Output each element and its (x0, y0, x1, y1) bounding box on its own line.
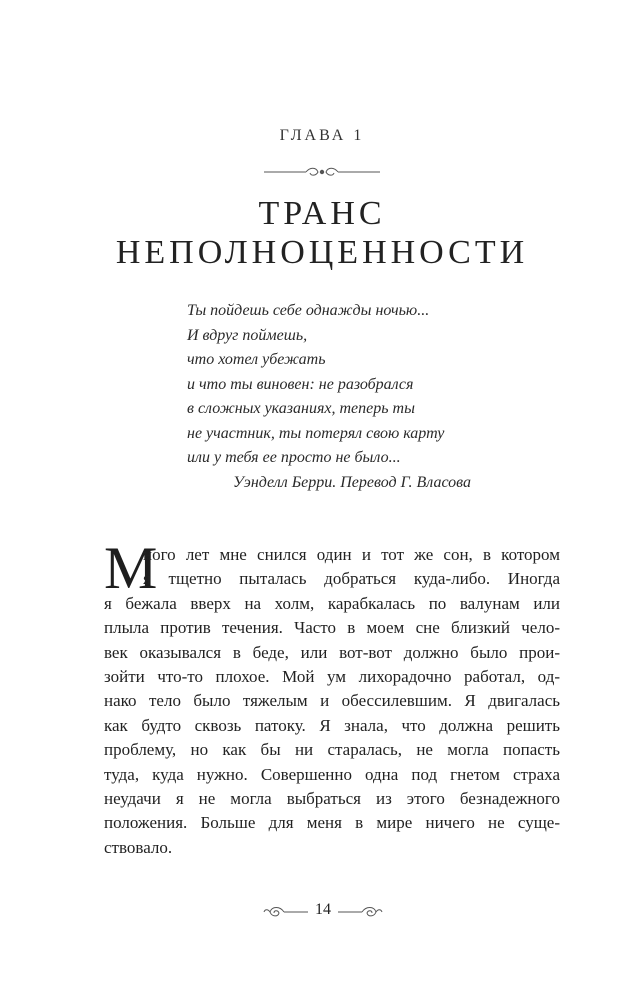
flourish-right-icon (338, 904, 384, 920)
epigraph-line: в сложных указаниях, теперь ты (187, 400, 415, 417)
epigraph-attribution: Уэнделл Берри. Перевод Г. Власова (233, 473, 471, 491)
epigraph-line: не участник, ты потерял свою карту (187, 424, 445, 442)
chapter-title-line-2: НЕПОЛНОЦЕННОСТИ (115, 234, 529, 271)
paragraph-line: туда, куда нужно. Совершенно одна под гнетом страха (104, 764, 560, 784)
paragraph-line: ствовало. (104, 837, 173, 857)
page-number: 14 (315, 901, 331, 918)
epigraph-line: Ты пойдешь себе однажды ночью... (187, 302, 430, 319)
chapter-title-line-1: ТРАНС (258, 195, 386, 232)
paragraph-line: я бежала вверх на холм, карабкалась по валунам или (104, 593, 560, 613)
epigraph-line: или у тебя ее просто не было... (187, 449, 401, 466)
paragraph-line: как будто сквозь патоку. Я знала, что должна решить (104, 715, 560, 735)
ornament-divider-icon (262, 163, 382, 181)
paragraph-line: я тщетно пыталась добраться куда-либо. Иногда (143, 569, 560, 589)
paragraph-line: плыла против течения. Часто в моем сне близкий чело- (104, 618, 560, 638)
paragraph-line: ного лет мне снился один и тот же сон, в котором (143, 545, 560, 564)
paragraph-line: зойти что-то плохое. Мой ум лихорадочно работал, од- (104, 666, 560, 686)
drop-cap: М (104, 535, 158, 601)
paragraph-line: нако тело было тяжелым и обессилевшим. Я двигалась (104, 691, 560, 711)
chapter-label: ГЛАВА 1 (279, 127, 365, 144)
paragraph-line: проблему, но как бы ни старалась, не могла попасть (104, 740, 560, 760)
body-paragraph (104, 535, 560, 860)
paragraph-line: век оказывался в беде, или вот-вот должно было прои- (104, 642, 560, 662)
epigraph-line: и что ты виновен: не разобрался (187, 375, 414, 393)
paragraph-line: неудачи я не могла выбраться из этого безнадежного (104, 788, 560, 808)
epigraph (187, 299, 547, 495)
chapter-title (0, 194, 644, 272)
paragraph-line: положения. Больше для меня в мире ничего не суще- (104, 813, 560, 833)
epigraph-line: что хотел убежать (187, 351, 326, 368)
flourish-left-icon (262, 904, 308, 920)
epigraph-line: И вдруг поймешь, (187, 326, 308, 344)
page-footer (0, 900, 644, 924)
